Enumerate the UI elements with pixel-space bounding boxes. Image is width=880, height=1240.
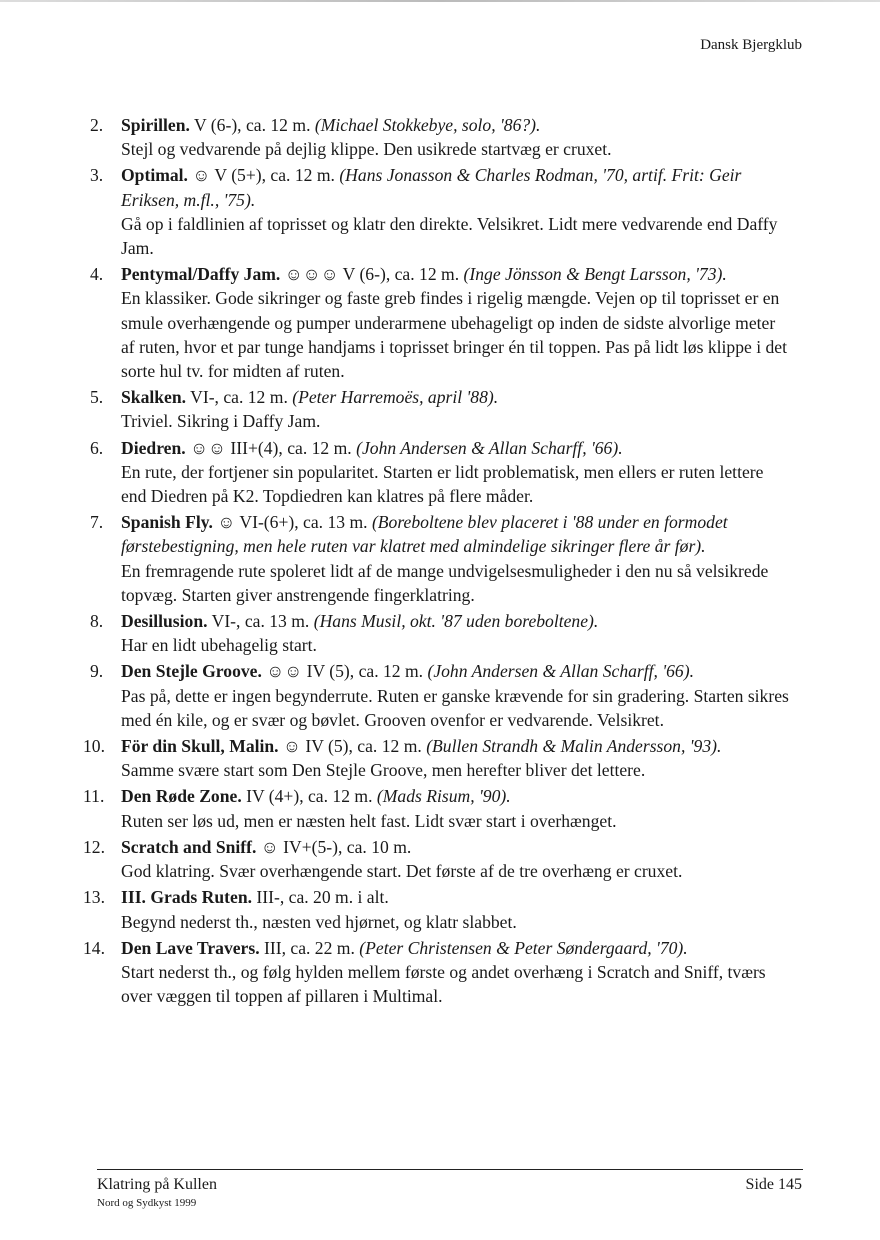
route-item: [83, 784, 790, 832]
route-description: En rute, der fortjener sin popularitet. Starten er lidt problematisk, men ellers er ruten lettere end Diedren på K2. Topdiedren kan klatres på flere måder.: [121, 461, 764, 507]
route-description: Har en lidt ubehagelig start.: [121, 635, 317, 656]
route-grade: ☺ IV (5), ca. 12 m.: [278, 736, 427, 757]
route-first-ascent: (Hans Musil, okt. '87 uden boreboltene).: [313, 611, 599, 632]
route-number: 6.: [90, 437, 104, 458]
route-number: 5.: [90, 387, 104, 408]
route-name: Diedren.: [121, 437, 186, 458]
route-name: Optimal.: [121, 165, 188, 186]
route-grade: ☺ VI-(6+), ca. 13 m.: [212, 512, 372, 533]
route-number: 9.: [90, 661, 104, 682]
route-grade: V (6-), ca. 12 m.: [189, 115, 315, 135]
route-item: [90, 163, 790, 260]
route-item: [90, 385, 790, 433]
route-first-ascent: (Mads Risum, '90).: [376, 786, 511, 807]
route-heading: [121, 163, 790, 211]
route-description: Samme svære start som Den Stejle Groove, men herefter bliver det lettere.: [121, 760, 646, 781]
route-name: Den Røde Zone.: [121, 786, 242, 807]
route-number: 14.: [83, 937, 105, 958]
route-heading: [121, 936, 790, 960]
route-first-ascent: (Peter Harremoës, april '88).: [292, 387, 499, 408]
route-name: Desillusion.: [121, 611, 208, 632]
route-first-ascent: (Hans Jonasson & Charles Rodman, '70, artif. Frit: Geir Eriksen, m.fl., '75).: [121, 165, 742, 210]
route-description: Gå op i faldlinien af toprisset og klatr den direkte. Velsikret. Lidt mere vedvarende end Daffy Jam.: [121, 213, 778, 259]
route-heading: [121, 113, 790, 137]
route-number: 11.: [83, 786, 105, 807]
route-description: Start nederst th., og følg hylden mellem første og andet overhæng i Scratch and Sniff, tværs over væggen til toppen af pillaren i Multimal.: [121, 961, 766, 1007]
route-first-ascent: (John Andersen & Allan Scharff, '66).: [356, 437, 623, 458]
page-top-edge: [0, 0, 880, 2]
route-heading: [121, 734, 790, 758]
route-first-ascent: (John Andersen & Allan Scharff, '66).: [427, 661, 694, 682]
route-name: För din Skull, Malin.: [121, 736, 279, 757]
route-name: Skalken.: [121, 387, 187, 408]
route-description: Begynd nederst th., næsten ved hjørnet, og klatr slabbet.: [121, 911, 517, 932]
route-first-ascent: (Michael Stokkebye, solo, '86?).: [314, 115, 541, 135]
route-description: Triviel. Sikring i Daffy Jam.: [121, 411, 321, 432]
route-item: [90, 113, 790, 161]
route-heading: [121, 835, 790, 859]
route-heading: [121, 784, 790, 808]
route-heading: [121, 436, 790, 460]
route-item: [90, 609, 790, 657]
page-header: Dansk Bjergklub: [700, 37, 802, 53]
route-number: 2.: [90, 115, 104, 135]
route-name: Den Lave Travers.: [121, 937, 260, 958]
route-grade: IV (4+), ca. 12 m.: [241, 786, 377, 807]
route-item: [83, 885, 790, 933]
route-first-ascent: (Peter Christensen & Peter Søndergaard, '70).: [359, 937, 688, 958]
route-list: [83, 113, 790, 1010]
route-number: 7.: [90, 512, 104, 533]
route-heading: [121, 609, 790, 633]
route-heading: [121, 262, 790, 286]
route-grade: ☺ IV+(5-), ca. 10 m.: [256, 836, 412, 857]
route-grade: VI-, ca. 12 m.: [186, 387, 293, 408]
route-number: 10.: [83, 736, 105, 757]
page-number: Side 145: [745, 1176, 802, 1193]
route-heading: [121, 510, 790, 558]
route-grade: ☺☺☺ V (6-), ca. 12 m.: [280, 264, 464, 285]
route-grade: VI-, ca. 13 m.: [207, 611, 314, 632]
route-heading: [121, 885, 790, 909]
route-name: Den Stejle Groove.: [121, 661, 262, 682]
route-number: 12.: [83, 836, 105, 857]
route-grade: ☺ V (5+), ca. 12 m.: [187, 165, 340, 186]
route-number: 13.: [83, 887, 105, 908]
footer-edition: Nord og Sydkyst 1999: [97, 1197, 197, 1209]
route-item: [83, 936, 790, 1009]
route-item: [83, 835, 790, 883]
route-grade: III, ca. 22 m.: [259, 937, 360, 958]
route-number: 3.: [90, 165, 104, 186]
route-heading: [121, 385, 790, 409]
footer-divider: [97, 1169, 803, 1170]
route-first-ascent: (Boreboltene blev placeret i '88 under en formodet førstebestigning, men hele ruten var klatret med almindelige sikringer flere år før).: [121, 512, 728, 557]
route-item: [90, 436, 790, 509]
route-description: En fremragende rute spoleret lidt af de mange undvigelsesmuligheder i den nu så velsikrede topvæg. Starten giver anstrengende fingerklatring.: [121, 560, 769, 605]
route-item: [90, 262, 790, 383]
route-name: Spirillen.: [121, 115, 190, 135]
route-item: [90, 510, 790, 607]
route-grade: ☺☺ IV (5), ca. 12 m.: [261, 661, 428, 682]
route-number: 8.: [90, 611, 104, 632]
route-item: [83, 734, 790, 782]
route-name: Scratch and Sniff.: [121, 836, 257, 857]
route-grade: ☺☺ III+(4), ca. 12 m.: [185, 437, 357, 458]
route-name: III. Grads Ruten.: [121, 887, 252, 908]
route-first-ascent: (Bullen Strandh & Malin Andersson, '93).: [426, 736, 722, 757]
route-description: God klatring. Svær overhængende start. Det første af de tre overhæng er cruxet.: [121, 861, 683, 882]
route-description: En klassiker. Gode sikringer og faste greb findes i rigelig mængde. Vejen op til toprisset er en smule overhængende og pumper underarmene ubehageligt op inden de sidste alvorlige meter af ruten, hvor et par tunge handjams i toprisset bringer én til toppen. Pas på lidt løs klippe i det sorte hul tv. for midten af ruten.: [121, 288, 787, 382]
route-number: 4.: [90, 264, 104, 285]
route-name: Spanish Fly.: [121, 512, 213, 533]
route-description: Ruten ser løs ud, men er næsten helt fast. Lidt svær start i overhænget.: [121, 810, 617, 831]
route-item: [90, 659, 790, 732]
route-description: Stejl og vedvarende på dejlig klippe. Den usikrede startvæg er cruxet.: [121, 139, 612, 160]
route-grade: III-, ca. 20 m. i alt.: [252, 887, 389, 908]
footer-book-title: Klatring på Kullen: [97, 1176, 217, 1193]
route-description: Pas på, dette er ingen begynderrute. Ruten er ganske krævende for sin gradering. Starten sikres med én kile, og er svær og bøvlet. Grooven ovenfor er vedvarende. Velsikret.: [121, 685, 789, 730]
route-heading: [121, 659, 790, 683]
route-first-ascent: (Inge Jönsson & Bengt Larsson, '73).: [463, 264, 727, 285]
route-name: Pentymal/Daffy Jam.: [121, 264, 281, 285]
